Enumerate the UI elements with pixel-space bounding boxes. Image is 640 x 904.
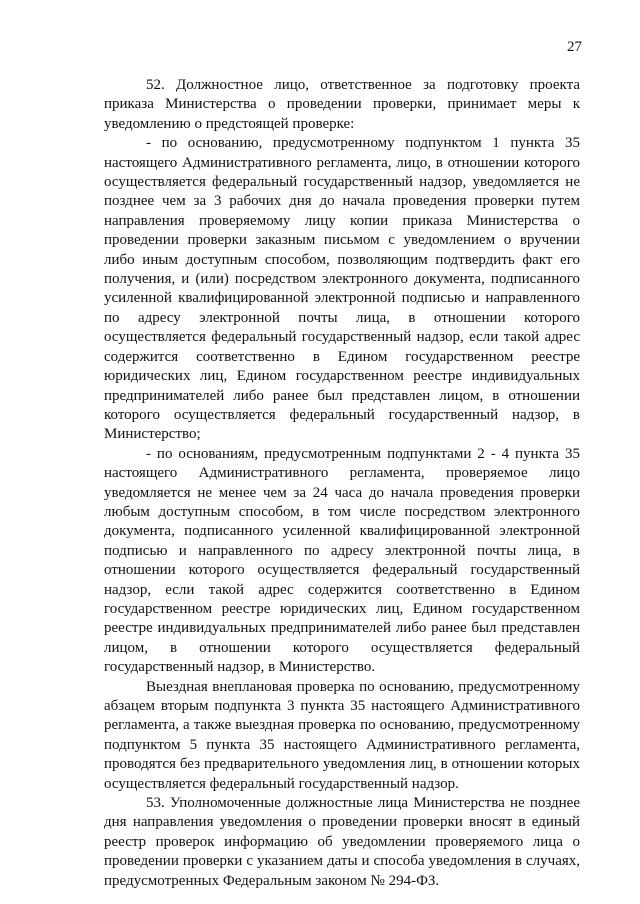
paragraph-unannounced-inspection: Выездная внеплановая проверка по основанию, предусмотренному абзацем вторым подпункта 3 пункта 35 настоящего Административного регламента, а также выездная проверка по основанию, предусмотренному подпунктом 5 пункта 35 настоящего Административного регламента, проводятся без предварительного уведомления лиц, в отношении которых осуществляется федеральный государственный надзор. [104,678,580,792]
paragraph-notification-subpoint-1: - по основанию, предусмотренному подпунктом 1 пункта 35 настоящего Административного регламента, лицо, в отношении которого осуществляется федеральный государственный надзор, уведомляется не позднее чем за 3 рабочих дня до начала проведения проверки путем направления проверяемому лицу копии приказа Министерства о проведении проверки заказным письмом с уведомлением о вручении либо иным доступным способом, позволяющим подтвердить факт его получения, и (или) посредством электронного документа, подписанного усиленной квалифицированной электронной подписью и направленного по адресу электронной почты лица, в отношении которого осуществляется федеральный государственный надзор, если такой адрес содержится соответственно в Едином государственном реестре юридических лиц, Едином государственном реестре индивидуальных предпринимателей либо ранее был представлен лицом, в отношении которого осуществляется федеральный государственный надзор, в Министерство; [104,135,580,443]
document-body [104,76,580,891]
paragraph-52-intro: 52. Должностное лицо, ответственное за подготовку проекта приказа Министерства о проведении проверки, принимает меры к уведомлению о предстоящей проверке: [104,77,580,132]
paragraph-notification-subpoints-2-4: - по основаниям, предусмотренным подпунктами 2 - 4 пункта 35 настоящего Административного регламента, проверяемое лицо уведомляется не менее чем за 24 часа до начала проведения проверки любым доступным способом, в том числе посредством электронного документа, подписанного усиленной квалифицированной электронной подписью и направленного по адресу электронной почты лица, в отношении которого осуществляется федеральный государственный надзор, если такой адрес содержится соответственно в Едином государственном реестре юридических лиц, Едином государственном реестре индивидуальных предпринимателей либо ранее был представлен лицом, в отношении которого осуществляется федеральный государственный надзор, в Министерство. [104,445,580,676]
page-number: 27 [567,39,582,55]
paragraph-53: 53. Уполномоченные должностные лица Министерства не позднее дня направления уведомления о проведении проверки вносят в единый реестр проверок информацию об уведомлении проверяемого лица о проведении проверки с указанием даты и способа уведомления в случаях, предусмотренных Федеральным законом № 294-ФЗ. [104,795,580,889]
